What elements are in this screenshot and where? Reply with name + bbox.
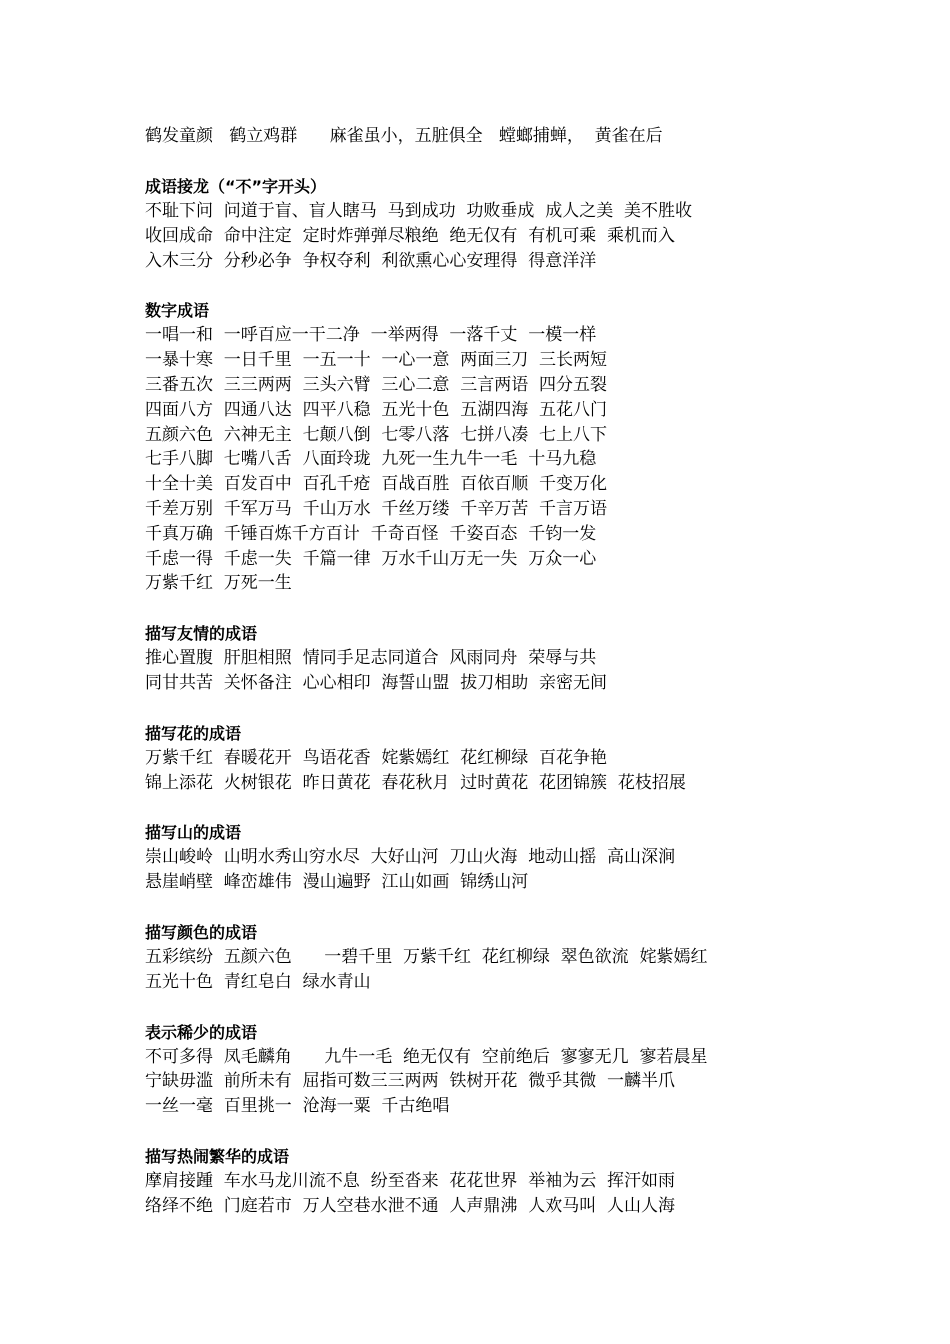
section-heading: 描写颜色的成语: [145, 922, 258, 942]
idiom-line: 摩肩接踵 车水马龙川流不息 纷至沓来 花花世界 举袖为云 挥汗如雨: [145, 1170, 676, 1191]
section-flower-idioms: [145, 721, 845, 796]
idiom-line: 收回成命 命中注定 定时炸弹弹尽粮绝 绝无仅有 有机可乘 乘机而入: [145, 225, 676, 246]
section-heading: 描写热闹繁华的成语: [145, 1146, 290, 1166]
idiom-line: 五彩缤纷 五颜六色 一碧千里 万紫千红 花红柳绿 翠色欲流 姹紫嫣红: [145, 946, 708, 967]
idiom-line: 千真万确 千锤百炼千方百计 千奇百怪 千姿百态 千钧一发: [145, 523, 597, 544]
idiom-line: 五光十色 青红皂白 绿水青山: [145, 971, 371, 992]
section-mountain-idioms: [145, 820, 845, 895]
idiom-line: 悬崖峭壁 峰峦雄伟 漫山遍野 江山如画 锦绣山河: [145, 872, 529, 893]
idiom-line: 宁缺毋滥 前所未有 屈指可数三三两两 铁树开花 微乎其微 一麟半爪: [145, 1071, 676, 1092]
idiom-line: 三番五次 三三两两 三头六臂 三心二意 三言两语 四分五裂: [145, 374, 608, 395]
intro-line: 鹤发童颜 鹤立鸡群 麻雀虽小，五脏俱全 螳螂捕蝉， 黄雀在后: [145, 126, 663, 146]
idiom-line: 一唱一和 一呼百应一干二净 一举两得 一落千丈 一模一样: [145, 325, 597, 346]
idiom-line: 推心置腹 肝胆相照 情同手足志同道合 风雨同舟 荣辱与共: [145, 648, 597, 669]
document-page: [145, 124, 845, 1219]
idiom-line: 七手八脚 七嘴八舌 八面玲珑 九死一生九牛一毛 十马九稳: [145, 449, 597, 470]
section-color-idioms: [145, 920, 845, 995]
section-heading: 描写友情的成语: [145, 624, 258, 644]
idiom-line: 锦上添花 火树银花 昨日黄花 春花秋月 过时黄花 花团锦簇 花枝招展: [145, 772, 686, 793]
idiom-line: 五颜六色 六神无主 七颠八倒 七零八落 七拼八凑 七上八下: [145, 424, 608, 445]
section-heading: 表示稀少的成语: [145, 1022, 258, 1042]
section-heading: 数字成语: [145, 301, 210, 321]
idiom-line: 同甘共苦 关怀备注 心心相印 海誓山盟 拔刀相助 亲密无间: [145, 672, 608, 693]
idiom-line: 不耻下问 问道于盲、盲人瞎马 马到成功 功败垂成 成人之美 美不胜收: [145, 201, 693, 221]
idiom-line: 万紫千红 万死一生: [145, 573, 292, 594]
section-friendship-idioms: [145, 621, 845, 696]
idiom-line: 一暴十寒 一日千里 一五一十 一心一意 两面三刀 三长两短: [145, 350, 608, 371]
idiom-line: 千虑一得 千虑一失 千篇一律 万水千山万无一失 万众一心: [145, 548, 597, 569]
idiom-line: 入木三分 分秒必争 争权夺利 利欲熏心心安理得 得意洋洋: [145, 250, 597, 271]
idiom-line: 万紫千红 春暖花开 鸟语花香 姹紫嫣红 花红柳绿 百花争艳: [145, 747, 608, 768]
section-heading: 描写花的成语: [145, 723, 242, 743]
idiom-line: 络绎不绝 门庭若市 万人空巷水泄不通 人声鼎沸 人欢马叫 人山人海: [145, 1195, 676, 1216]
section-bustle-idioms: [145, 1144, 845, 1219]
idiom-line: 一丝一毫 百里挑一 沧海一粟 千古绝唱: [145, 1096, 450, 1117]
idiom-line: 千差万别 千军万马 千山万水 千丝万缕 千辛万苦 千言万语: [145, 498, 608, 519]
idiom-line: 四面八方 四通八达 四平八稳 五光十色 五湖四海 五花八门: [145, 399, 608, 420]
idiom-line: 十全十美 百发百中 百孔千疮 百战百胜 百依百顺 千变万化: [145, 474, 608, 495]
section-rarity-idioms: [145, 1020, 845, 1119]
section-bu-chain: [145, 174, 845, 273]
section-heading: 描写山的成语: [145, 823, 242, 843]
idiom-line: 不可多得 凤毛麟角 九牛一毛 绝无仅有 空前绝后 寥寥无几 寥若晨星: [145, 1046, 708, 1067]
section-heading: 成语接龙（“不”字开头）: [145, 177, 327, 196]
idiom-line: 崇山峻岭 山明水秀山穷水尽 大好山河 刀山火海 地动山摇 高山深涧: [145, 847, 676, 868]
section-number-idioms: [145, 298, 845, 596]
